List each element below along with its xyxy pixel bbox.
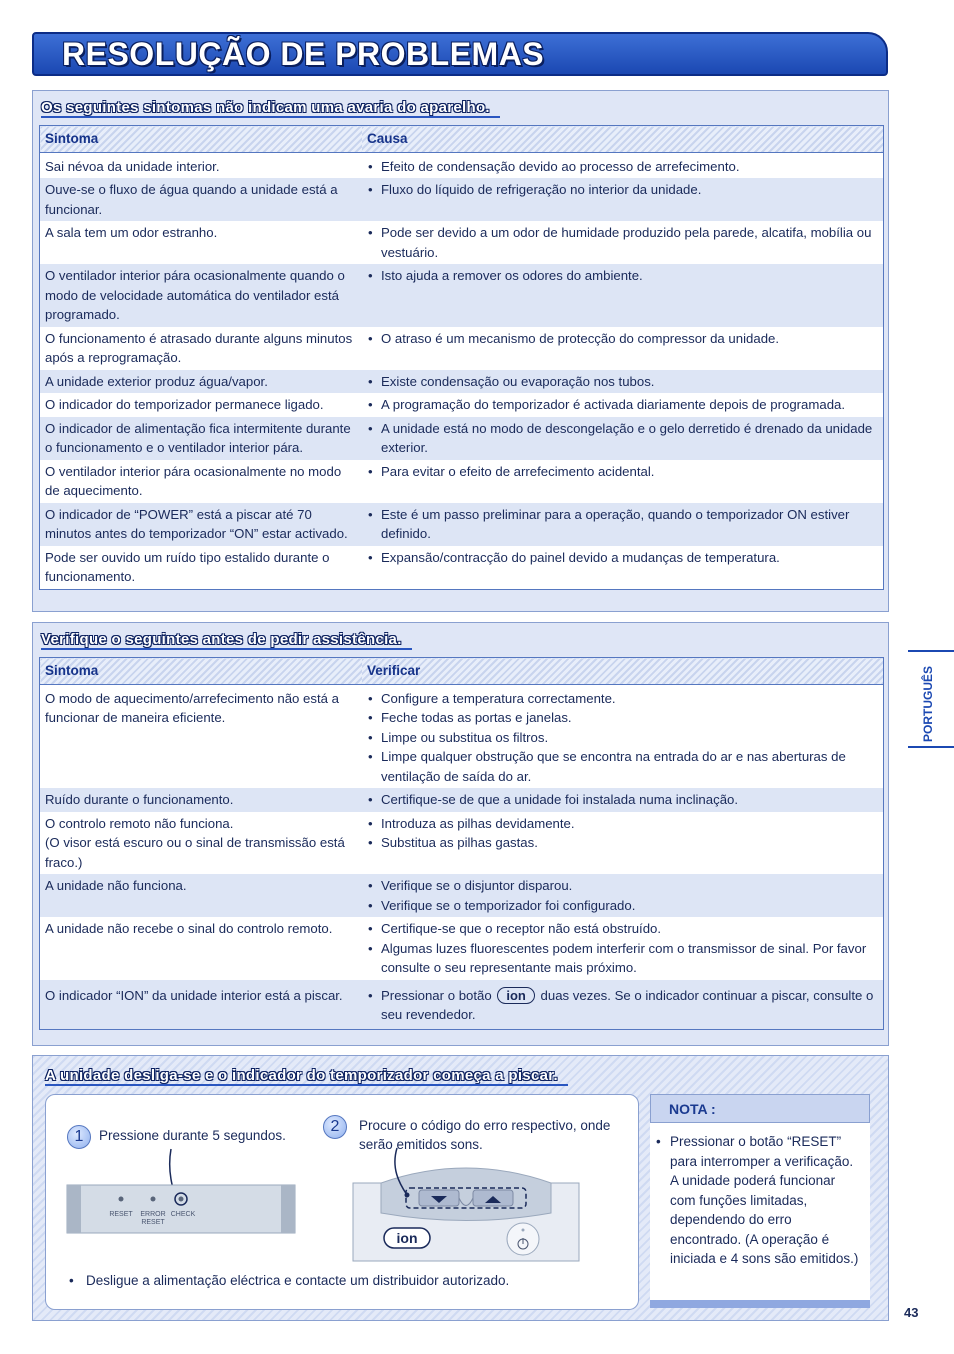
cause-text: • Fluxo do líquido de refrigeração no interior da unidade.: [367, 180, 878, 200]
cause-cell: [362, 327, 884, 370]
step-2-number: 2: [323, 1115, 347, 1139]
symptom-cell: A unidade não funciona.: [40, 874, 363, 917]
symptom-cell: A unidade não recebe o sinal do controlo remoto.: [45, 921, 333, 936]
check-text-pre: Pressionar o botão: [381, 987, 492, 1003]
table-row: [40, 812, 884, 875]
table-row: [40, 874, 884, 917]
table-row: [40, 546, 884, 590]
nota-list: [650, 1123, 870, 1269]
panel-label-check: CHECK: [170, 1211, 196, 1218]
cause-text: • Pode ser devido a um odor de humidade produzido pela parede, alcatifa, mobília ou vestuário.: [367, 223, 878, 262]
cause-cell: [362, 460, 884, 503]
cause-text: • Efeito de condensação devido ao processo de arrefecimento.: [367, 157, 878, 177]
table-row: [40, 221, 884, 264]
cause-text: • A unidade está no modo de descongelação e o gelo derretido é drenado da unidade exterior.: [367, 419, 878, 458]
table-row: [40, 178, 884, 221]
bottom-note-text: • Desligue a alimentação eléctrica e contacte um distribuidor autorizado.: [68, 1271, 628, 1290]
symptom-cell: O indicador do temporizador permanece ligado.: [45, 397, 324, 412]
check-item: • Limpe qualquer obstrução que se encontra na entrada do ar e nas aberturas de ventilação de saída do ar.: [367, 747, 878, 786]
indoor-panel-illustration: [66, 1147, 302, 1247]
check-item: • Limpe ou substitua os filtros.: [367, 728, 878, 748]
table-row: [40, 327, 884, 370]
nota-title: NOTA :: [650, 1094, 870, 1123]
symptom-cell: O modo de aquecimento/arrefecimento não está a funcionar de maneira eficiente.: [45, 690, 339, 725]
step-2-text: Procure o código do erro respectivo, onde serão emitidos sons.: [359, 1118, 611, 1152]
check-item: • Configure a temperatura correctamente.: [367, 689, 878, 709]
table-row: [40, 684, 884, 788]
table-row: [40, 370, 884, 394]
table-row: [40, 503, 884, 546]
cause-cell: [362, 178, 884, 221]
check-item: • Feche todas as portas e janelas.: [367, 708, 878, 728]
panel-label-error-reset: RESET: [141, 1219, 165, 1226]
check-cell: [362, 812, 884, 875]
cause-cell: [362, 221, 884, 264]
check-item: • Algumas luzes fluorescentes podem interferir com o transmissor de sinal. Por favor consulte o seu representante mais próximo.: [367, 939, 878, 978]
col-sintoma: Sintoma: [40, 658, 363, 685]
bottom-note: [68, 1271, 628, 1290]
symptom-cell: A unidade exterior produz água/vapor.: [40, 370, 363, 394]
ion-button-icon: ion: [497, 987, 535, 1004]
error-panel: [32, 1055, 889, 1321]
check-cell: [362, 684, 884, 788]
check-cell: [362, 980, 884, 1030]
symptom-line: O controlo remoto não funciona.: [45, 815, 234, 831]
cause-cell: [362, 393, 884, 417]
check-item: • Introduza as pilhas devidamente.: [367, 814, 878, 834]
col-causa: Causa: [362, 126, 884, 153]
checks-table: [39, 657, 884, 1030]
cause-text: • O atraso é um mecanismo de protecção do compressor da unidade.: [367, 329, 878, 349]
table-row: [40, 788, 884, 812]
symptoms-panel: [32, 90, 889, 612]
symptom-cell: O ventilador interior pára ocasionalmente quando o modo de velocidade automática do ventilador está programado.: [40, 264, 363, 327]
check-item: • Verifique se o temporizador foi configurado.: [367, 896, 878, 916]
col-verificar: Verificar: [362, 658, 884, 685]
symptom-cell: O indicador “ION” da unidade interior está a piscar.: [40, 980, 363, 1030]
step-1-number: 1: [67, 1125, 91, 1149]
remote-illustration: [351, 1143, 581, 1263]
check-cell: [362, 788, 884, 812]
symptom-cell: O indicador de “POWER” está a piscar até 70 minutos antes do temporizador “ON” estar activado.: [40, 503, 363, 546]
check-item: • Substitua as pilhas gastas.: [367, 833, 878, 853]
symptom-cell: O indicador de alimentação fica intermitente durante o funcionamento e o ventilador interior pára.: [40, 417, 363, 460]
symptom-cell: A sala tem um odor estranho.: [45, 225, 218, 240]
nota-text: • Pressionar o botão “RESET” para interromper a verificação. A unidade poderá funcionar com funções limitadas, dependendo do erro encontrado. (A operação é iniciada e 4 sons são emitidos.): [655, 1132, 864, 1269]
table-row: [40, 460, 884, 503]
cause-text: • Este é um passo preliminar para a operação, quando o temporizador ON estiver definido.: [367, 505, 878, 544]
cause-text: • Isto ajuda a remover os odores do ambiente.: [367, 266, 878, 286]
check-item: • Certifique-se que o receptor não está obstruído.: [367, 919, 878, 939]
symptom-cell: Ouve-se o fluxo de água quando a unidade está a funcionar.: [40, 178, 363, 221]
table-header-row: [40, 126, 884, 153]
remote-ion-button: ion: [396, 1230, 418, 1246]
symptom-cell: Ruído durante o funcionamento.: [40, 788, 363, 812]
symptom-cell: O ventilador interior pára ocasionalmente no modo de aquecimento.: [45, 463, 342, 498]
table-row: [40, 980, 884, 1030]
cause-cell: [362, 370, 884, 394]
cause-cell: [362, 152, 884, 178]
symptom-cell: Pode ser ouvido um ruído tipo estalido durante o funcionamento.: [45, 549, 330, 584]
cause-text: • Para evitar o efeito de arrefecimento acidental.: [367, 462, 878, 482]
cause-cell: [362, 503, 884, 546]
table-row: [40, 264, 884, 327]
page-title: RESOLUÇÃO DE PROBLEMAS: [62, 36, 545, 72]
page-number: 43: [904, 1305, 919, 1320]
language-tab: [908, 650, 954, 748]
check-text-post: duas vezes. Se o indicador continuar a piscar, consulte o seu revendedor.: [381, 987, 874, 1022]
check-item: [367, 986, 878, 1025]
cause-text: • Existe condensação ou evaporação nos tubos.: [367, 372, 878, 392]
cause-cell: [362, 264, 884, 327]
table-row: [40, 417, 884, 460]
checks-heading: Verifique o seguintes antes de pedir assistência.: [41, 631, 402, 648]
panel-label-reset: RESET: [109, 1211, 133, 1218]
symptoms-table: [39, 125, 884, 590]
cause-text: • A programação do temporizador é activada diariamente depois de programada.: [367, 395, 878, 415]
checks-panel: [32, 622, 889, 1046]
symptom-cell: O funcionamento é atrasado durante alguns minutos após a reprogramação.: [45, 330, 353, 365]
check-cell: [362, 874, 884, 917]
nota-box: [650, 1094, 870, 1308]
error-heading: A unidade desliga-se e o indicador do temporizador começa a piscar.: [45, 1067, 559, 1084]
check-cell: [362, 917, 884, 980]
language-label: PORTUGUÊS: [921, 665, 935, 742]
check-item: • Verifique se o disjuntor disparou.: [367, 876, 878, 896]
table-row: [40, 152, 884, 178]
symptom-cell: Sai névoa da unidade interior.: [45, 158, 220, 174]
symptoms-heading: Os seguintes sintomas não indicam uma avaria do aparelho.: [41, 99, 490, 116]
col-sintoma: Sintoma: [40, 126, 363, 153]
symptom-line: (O visor está escuro ou o sinal de transmissão está fraco.): [45, 835, 345, 870]
step-1-text: Pressione durante 5 segundos.: [99, 1128, 286, 1143]
table-header-row: [40, 658, 884, 685]
symptom-cell: [40, 812, 363, 875]
check-item: • Certifique-se de que a unidade foi instalada numa inclinação.: [367, 790, 878, 810]
panel-label-error: ERROR: [140, 1211, 166, 1218]
steps-box: [45, 1094, 639, 1310]
table-row: [40, 917, 884, 980]
cause-text: • Expansão/contracção do painel devido a mudanças de temperatura.: [367, 548, 878, 568]
cause-cell: [362, 546, 884, 590]
table-row: [40, 393, 884, 417]
page-banner: [32, 32, 888, 76]
cause-cell: [362, 417, 884, 460]
